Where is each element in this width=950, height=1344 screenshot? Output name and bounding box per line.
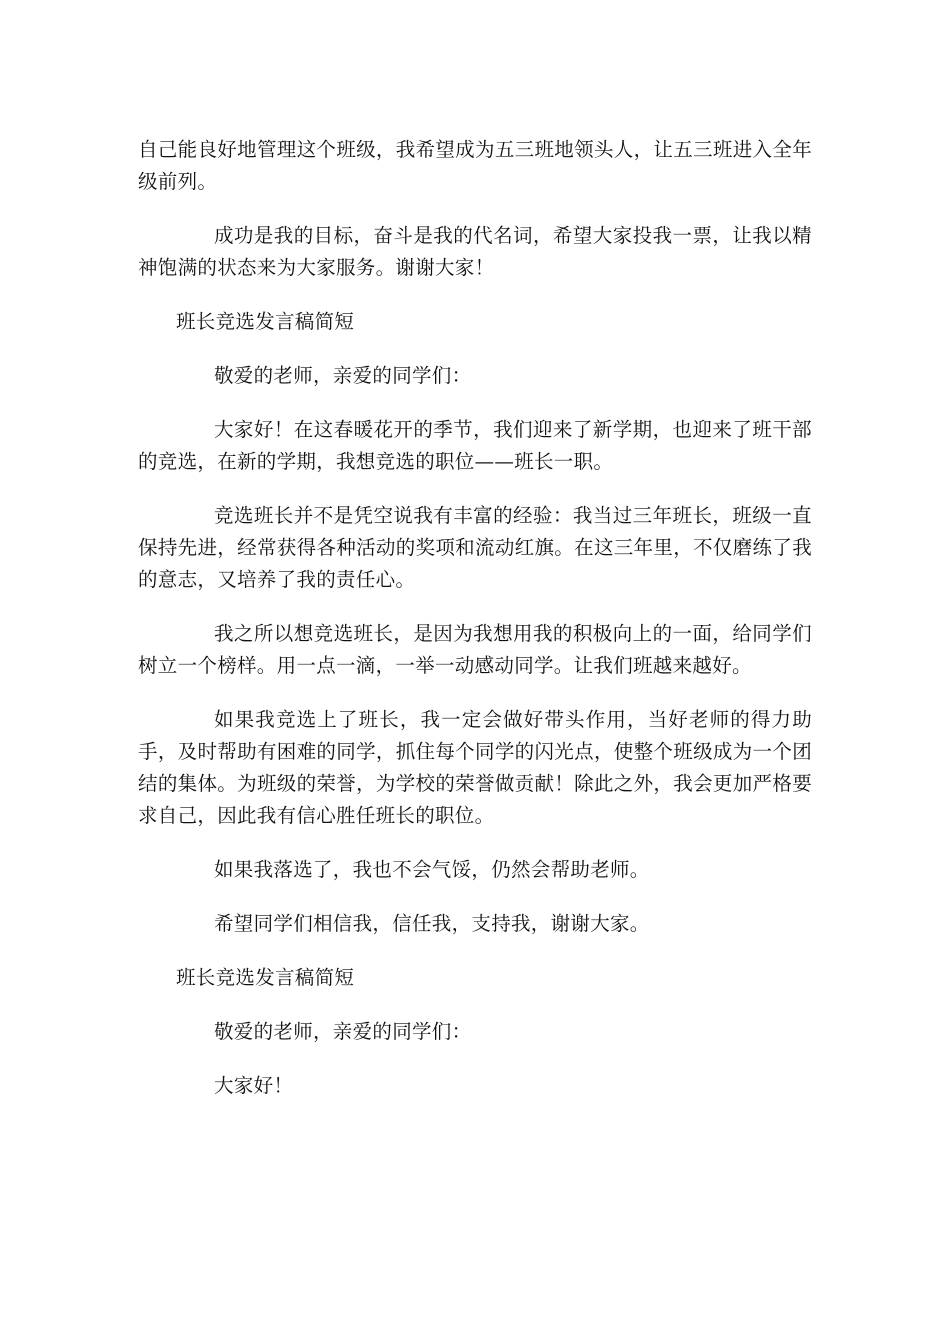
paragraph-greeting: 大家好！: [214, 1074, 294, 1097]
paragraph-salutation: 敬爱的老师，亲爱的同学们：: [214, 364, 472, 387]
section-heading: 班长竞选发言稿简短: [176, 966, 355, 989]
document-body: [138, 134, 812, 1124]
paragraph-thanks: 希望同学们相信我，信任我，支持我，谢谢大家。: [214, 912, 650, 935]
paragraph-motivation: 我之所以想竞选班长，是因为我想用我的积极向上的一面，给同学们树立一个榜样。用一点一滴，一举一动感动同学。让我们班越来越好。: [138, 622, 812, 677]
paragraph-closing: 成功是我的目标，奋斗是我的代名词，希望大家投我一票，让我以精神饱满的状态来为大家服务。谢谢大家！: [138, 224, 812, 279]
paragraph-salutation: 敬爱的老师，亲爱的同学们：: [214, 1020, 472, 1043]
section-heading: 班长竞选发言稿简短: [176, 310, 355, 333]
paragraph-experience: 竞选班长并不是凭空说我有丰富的经验：我当过三年班长，班级一直保持先进，经常获得各种活动的奖项和流动红旗。在这三年里，不仅磨练了我的意志，又培养了我的责任心。: [138, 504, 812, 591]
paragraph-promise: 如果我竞选上了班长，我一定会做好带头作用，当好老师的得力助手，及时帮助有困难的同学，抓住每个同学的闪光点，使整个班级成为一个团结的集体。为班级的荣誉，为学校的荣誉做贡献！除此之外，我会更加严格要求自己，因此我有信心胜任班长的职位。: [138, 708, 812, 827]
paragraph-continuation: 自己能良好地管理这个班级，我希望成为五三班地领头人，让五三班进入全年级前列。: [138, 138, 812, 193]
paragraph-if-lose: 如果我落选了，我也不会气馁，仍然会帮助老师。: [214, 858, 650, 881]
paragraph-greeting: 大家好！在这春暖花开的季节，我们迎来了新学期，也迎来了班干部的竞选，在新的学期，我想竞选的职位——班长一职。: [138, 418, 812, 473]
